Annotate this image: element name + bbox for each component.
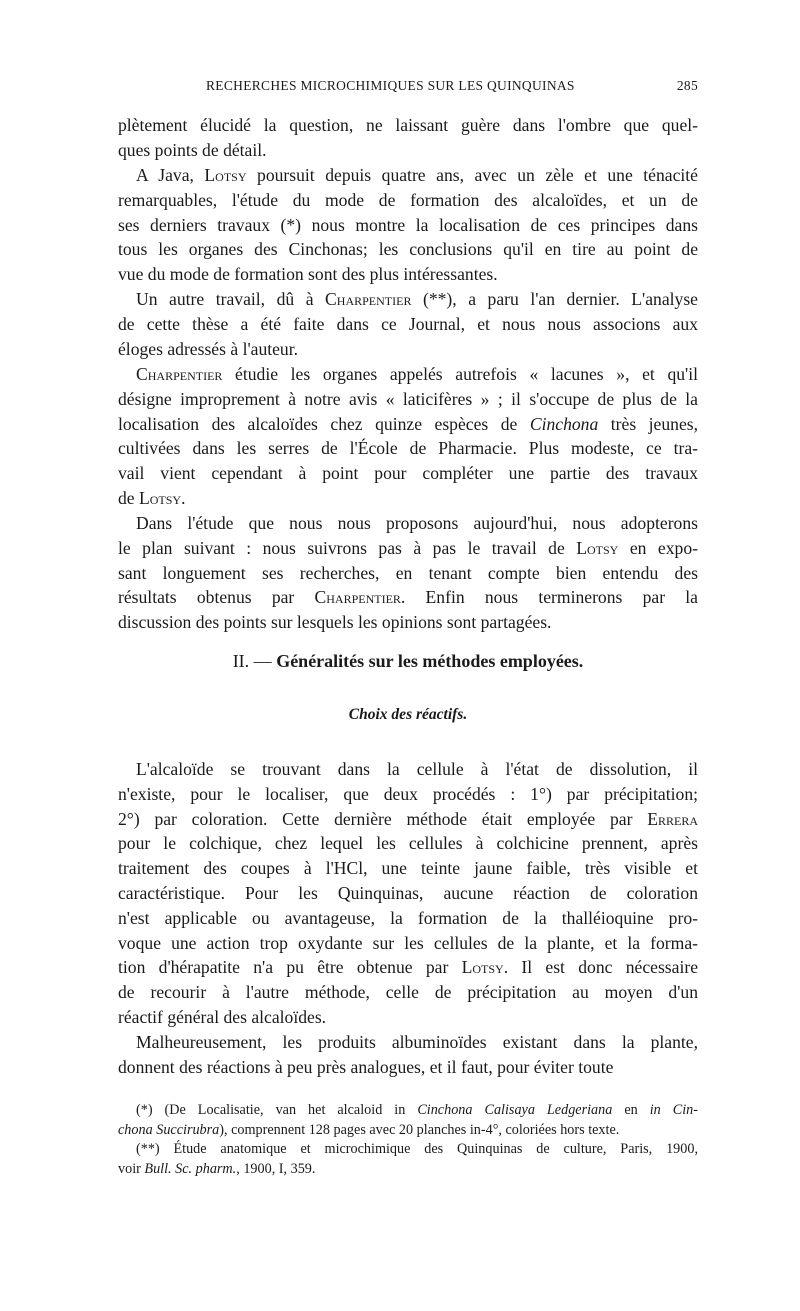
- text-line: plètement élucidé la question, ne laissant guère dans l'ombre que quel-: [118, 115, 698, 135]
- footnote-2: [118, 1140, 698, 1179]
- author-name: Lotsy: [576, 537, 619, 558]
- text-line: ques points de détail.: [118, 139, 267, 160]
- author-name: Charpentier: [325, 289, 412, 309]
- paragraph-6: [118, 757, 698, 1030]
- running-head: [118, 78, 698, 100]
- author-name: Errera: [647, 808, 698, 829]
- text-line: n'existe, pour le localiser, que deux procédés : 1°) par précipitation;: [118, 783, 698, 804]
- text-line: Charpentier étudie les organes appelés autrefois « lacunes », et qu'il: [136, 364, 698, 384]
- text-line: discussion des points sur lesquels les opinions sont partagées.: [118, 612, 552, 633]
- paragraph-1: [118, 113, 698, 163]
- text-line: n'est applicable ou avantageuse, la formation de la thalléioquine pro-: [118, 907, 698, 928]
- text-line: résultats obtenus par Charpentier. Enfin nous terminerons par la: [118, 587, 698, 608]
- text-line: ses derniers travaux (*) nous montre la localisation de ces principes dans: [118, 214, 698, 235]
- text-line: le plan suivant : nous suivrons pas à pas le travail de Lotsy en expo-: [118, 537, 698, 558]
- text-line: de cette thèse a été faite dans ce Journal, et nous nous associons aux: [118, 313, 698, 334]
- text-line: de Lotsy.: [118, 487, 186, 508]
- author-name: Lotsy: [204, 165, 247, 185]
- italic-term: Cinchona: [529, 413, 599, 434]
- paragraph-3: [118, 287, 698, 361]
- text-line: cultivées dans les serres de l'École de Pharmacie. Plus modeste, ce tra-: [118, 438, 698, 459]
- paragraph-7: [118, 1030, 698, 1080]
- text-line: vail vient cependant à point pour compléter une partie des travaux: [118, 463, 698, 484]
- text-line: Un autre travail, dû à Charpentier (**), a paru l'an dernier. L'analyse: [136, 289, 698, 309]
- text-line: voque une action trop oxydante sur les cellules de la plante, et la forma-: [118, 932, 698, 953]
- text-line: traitement des coupes à l'HCl, une teinte jaune faible, très visible et: [118, 858, 698, 879]
- text-line: de recourir à l'autre méthode, celle de précipitation au moyen d'un: [118, 982, 698, 1003]
- text-line: A Java, Lotsy poursuit depuis quatre ans, avec un zèle et une ténacité: [136, 165, 698, 185]
- text-line: remarquables, l'étude du mode de formation des alcaloïdes, et un de: [118, 189, 698, 210]
- subsection-heading: Choix des réactifs.: [348, 706, 468, 723]
- text-line: 2°) par coloration. Cette dernière méthode était employée par Errera: [118, 808, 698, 829]
- text-line: désigne improprement à notre avis « laticifères » ; il s'occupe de plus de la: [118, 388, 698, 409]
- paragraph-4: [118, 362, 698, 511]
- section-title: Généralités sur les méthodes employées.: [276, 651, 584, 671]
- text-line: sant longuement ses recherches, en tenant compte bien entendu des: [118, 562, 698, 583]
- text-line: pour le colchique, chez lequel les cellules à colchicine prennent, après: [118, 833, 698, 854]
- text-line: réactif général des alcaloïdes.: [118, 1006, 327, 1027]
- footnote-line: voir Bull. Sc. pharm., 1900, I, 359.: [118, 1160, 316, 1177]
- text-line: caractéristique. Pour les Quinquinas, aucune réaction de coloration: [118, 882, 698, 903]
- running-title: RECHERCHES MICROCHIMIQUES SUR LES QUINQUINAS: [206, 78, 575, 93]
- section-heading: [118, 651, 698, 672]
- text-line: tous les organes des Cinchonas; les conclusions qu'il en tire au point de: [118, 239, 698, 260]
- footnote-line: (**) Étude anatomique et microchimique des Quinquinas de culture, Paris, 1900,: [136, 1141, 698, 1157]
- italic-term: Cinchona Calisaya Ledgeriana: [417, 1102, 613, 1118]
- footnote-1: [118, 1101, 698, 1140]
- footnote-line: chona Succirubra), comprennent 128 pages avec 20 planches in-4°, coloriées hors texte.: [118, 1121, 620, 1138]
- section-number: II. —: [232, 651, 272, 671]
- author-name: Lotsy: [461, 957, 504, 978]
- italic-term: in Cin-: [649, 1102, 698, 1118]
- text-line: tion d'hérapatite n'a pu être obtenue par Lotsy. Il est donc nécessaire: [118, 957, 699, 978]
- author-name: Charpentier: [314, 587, 401, 608]
- text-line: localisation des alcaloïdes chez quinze espèces de Cinchona très jeunes,: [118, 413, 699, 434]
- paragraph-5: [118, 511, 698, 635]
- text-line: donnent des réactions à peu près analogues, et il faut, pour éviter toute: [118, 1056, 614, 1077]
- text-line: éloges adressés à l'auteur.: [118, 338, 299, 359]
- text-line: L'alcaloïde se trouvant dans la cellule à l'état de dissolution, il: [136, 759, 698, 779]
- text-line: Dans l'étude que nous nous proposons aujourd'hui, nous adopterons: [136, 513, 698, 533]
- author-name: Charpentier: [136, 364, 223, 384]
- footnote-line: (*) (De Localisatie, van het alcaloid in Cinchona Calisaya Ledgeriana en in Cin-: [136, 1102, 698, 1118]
- page-number: 285: [676, 78, 698, 93]
- italic-term: Bull. Sc. pharm.: [144, 1160, 237, 1177]
- italic-term: chona Succirubra: [118, 1121, 220, 1138]
- text-line: Malheureusement, les produits albuminoïdes existant dans la plante,: [136, 1032, 698, 1052]
- paragraph-2: [118, 163, 698, 287]
- author-name: Lotsy: [139, 487, 182, 508]
- text-line: vue du mode de formation sont des plus intéressantes.: [118, 264, 498, 285]
